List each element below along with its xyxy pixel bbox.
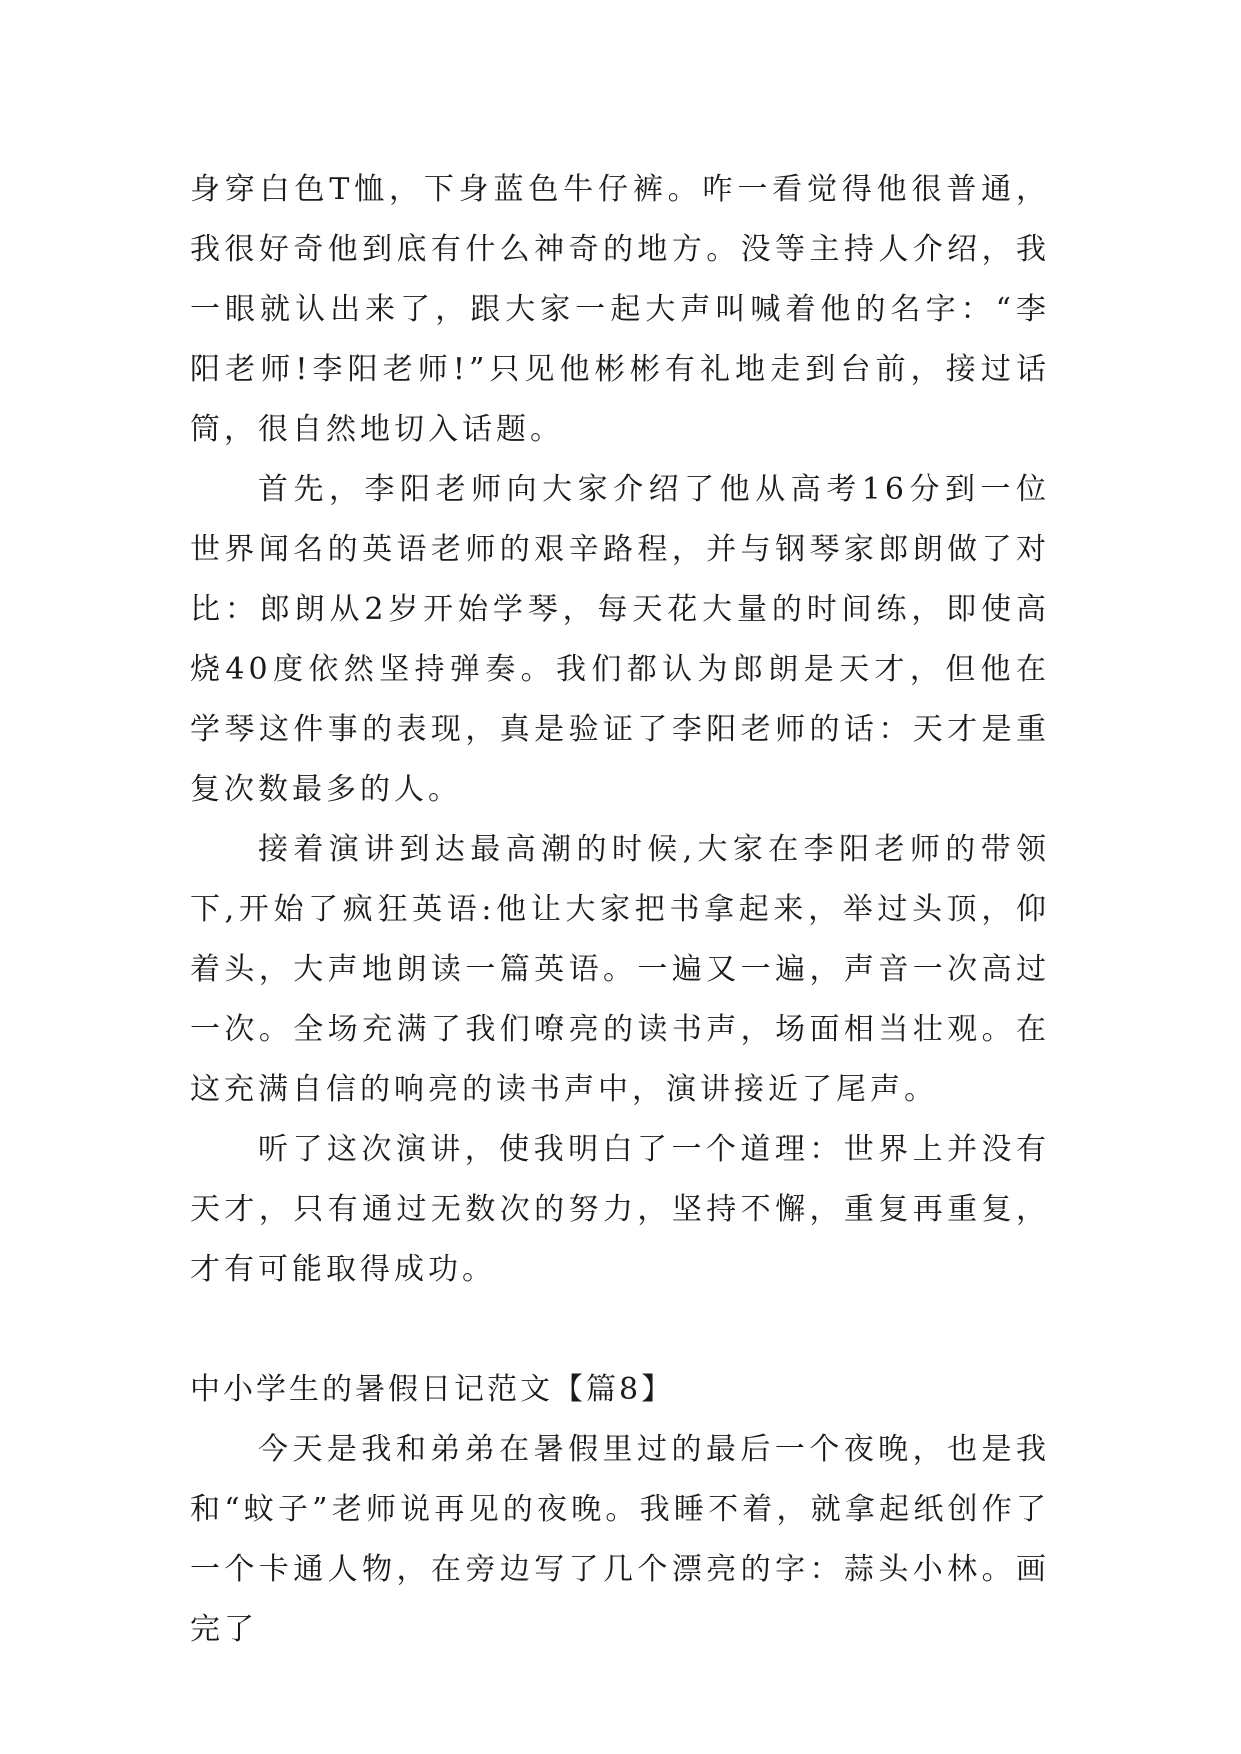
document-body <box>190 160 1050 1660</box>
section-heading: 中小学生的暑假日记范文【篇8】 <box>190 1372 675 1407</box>
paragraph-li-yang-intro: 首先，李阳老师向大家介绍了他从高考16分到一位世界闻名的英语老师的艰辛路程，并与钢琴家郎朗做了对比：郎朗从2岁开始学琴，每天花大量的时间练，即使高烧40度依然坚持弹奏。我们都认为郎朗是天才，但他在学琴这件事的表现，真是验证了李阳老师的话：天才是重复次数最多的人。 <box>190 472 1050 807</box>
paragraph-crazy-english: 接着演讲到达最高潮的时候,大家在李阳老师的带领下,开始了疯狂英语:他让大家把书拿起来，举过头顶，仰着头，大声地朗读一篇英语。一遍又一遍，声音一次高过一次。全场充满了我们嘹亮的读书声，场面相当壮观。在这充满自信的响亮的读书声中，演讲接近了尾声。 <box>190 832 1050 1107</box>
paragraph-continued: 身穿白色T恤，下身蓝色牛仔裤。咋一看觉得他很普通，我很好奇他到底有什么神奇的地方。没等主持人介绍，我一眼就认出来了，跟大家一起大声叫喊着他的名字：“李阳老师!李阳老师!”只见他彬彬有礼地走到台前，接过话筒，很自然地切入话题。 <box>190 172 1050 447</box>
paragraph-section-start: 今天是我和弟弟在暑假里过的最后一个夜晚，也是我和“蚊子”老师说再见的夜晚。我睡不着，就拿起纸创作了一个卡通人物，在旁边写了几个漂亮的字：蒜头小林。画完了 <box>190 1432 1050 1647</box>
paragraph-conclusion: 听了这次演讲，使我明白了一个道理：世界上并没有天才，只有通过无数次的努力，坚持不懈，重复再重复，才有可能取得成功。 <box>190 1132 1050 1287</box>
